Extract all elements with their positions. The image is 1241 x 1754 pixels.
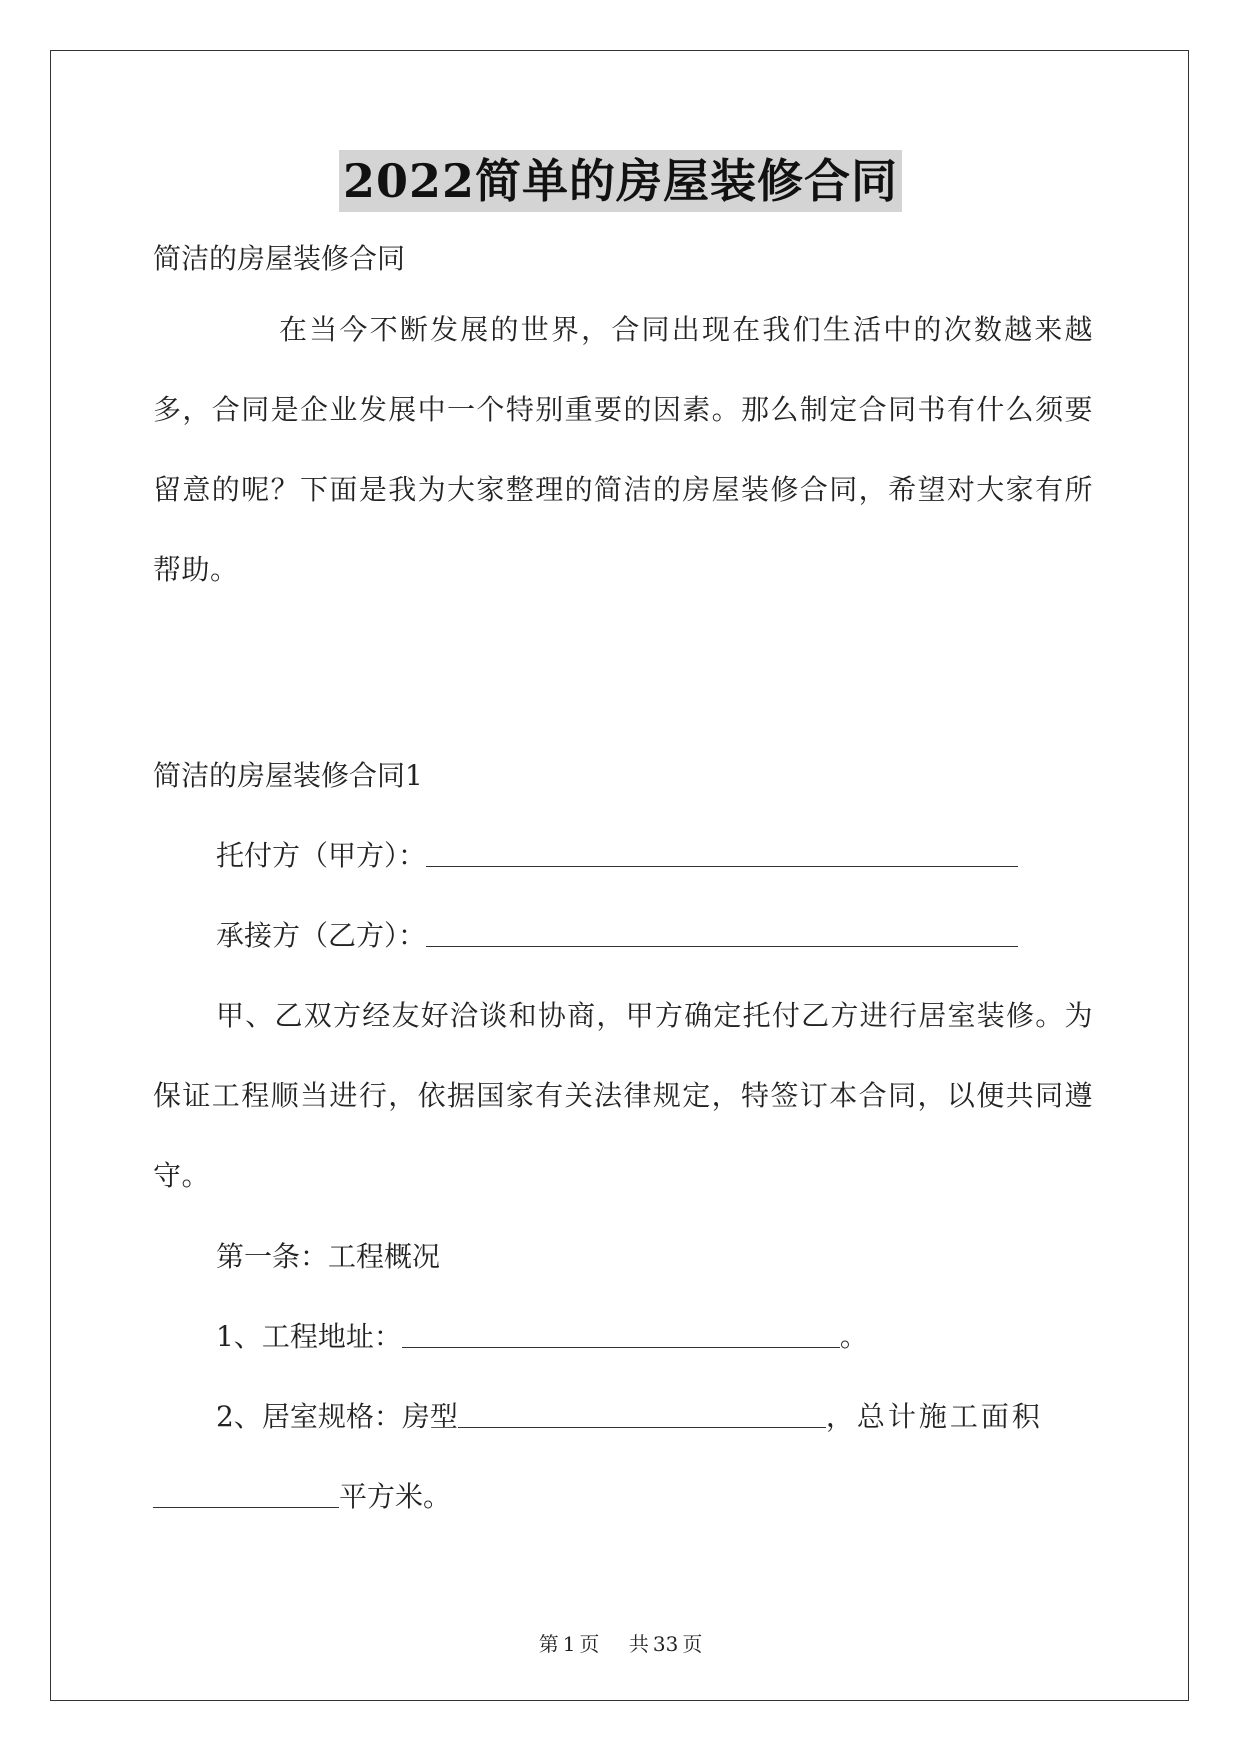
address-blank[interactable] — [402, 1317, 840, 1348]
party-b-label: 承接方（乙方）： — [216, 919, 427, 952]
page-footer — [0, 1628, 1241, 1657]
intro-paragraph: 在当今不断发展的世界，合同出现在我们生活中的次数越来越多，合同是企业发展中一个特别重要的因素。那么制定合同书有什么须要留意的呢？下面是我为大家整理的简洁的房屋装修合同，希望对大家有所帮助。 — [153, 313, 1093, 586]
article1-heading: 第一条：工程概况 — [216, 1240, 441, 1273]
page-number: 1 — [562, 1632, 576, 1656]
room-type-blank[interactable] — [458, 1397, 826, 1428]
party-a-line — [216, 836, 1018, 876]
document-title: 2022简单的房屋装修合同 — [339, 150, 902, 212]
section-heading: 简洁的房屋装修合同1 — [153, 759, 423, 792]
total-suffix: 页 — [682, 1632, 703, 1656]
title-wrap — [0, 150, 1241, 212]
area-blank[interactable] — [153, 1477, 339, 1508]
total-prefix: 共 — [628, 1632, 649, 1656]
item2-line-2 — [153, 1477, 451, 1517]
item2-mid: ，总计施工面积 — [825, 1400, 1043, 1433]
party-a-label: 托付方（甲方）： — [216, 839, 427, 872]
item2-line — [216, 1397, 1043, 1437]
item1-line — [216, 1317, 868, 1357]
item2-label: 2、居室规格：房型 — [216, 1400, 458, 1433]
item1-label: 1、工程地址： — [216, 1320, 402, 1353]
page-suffix: 页 — [579, 1632, 600, 1656]
document-subtitle: 简洁的房屋装修合同 — [153, 242, 406, 275]
party-a-blank[interactable] — [426, 836, 1018, 867]
party-b-line — [216, 916, 1018, 956]
total-pages: 33 — [652, 1632, 679, 1656]
page-prefix: 第 — [538, 1632, 559, 1656]
item1-end: 。 — [839, 1320, 868, 1353]
agreement-paragraph: 甲、乙双方经友好洽谈和协商，甲方确定托付乙方进行居室装修。为保证工程顺当进行，依据国家有关法律规定，特签订本合同，以便共同遵守。 — [153, 999, 1093, 1192]
item2-end: 平方米。 — [339, 1480, 452, 1513]
party-b-blank[interactable] — [426, 916, 1018, 947]
